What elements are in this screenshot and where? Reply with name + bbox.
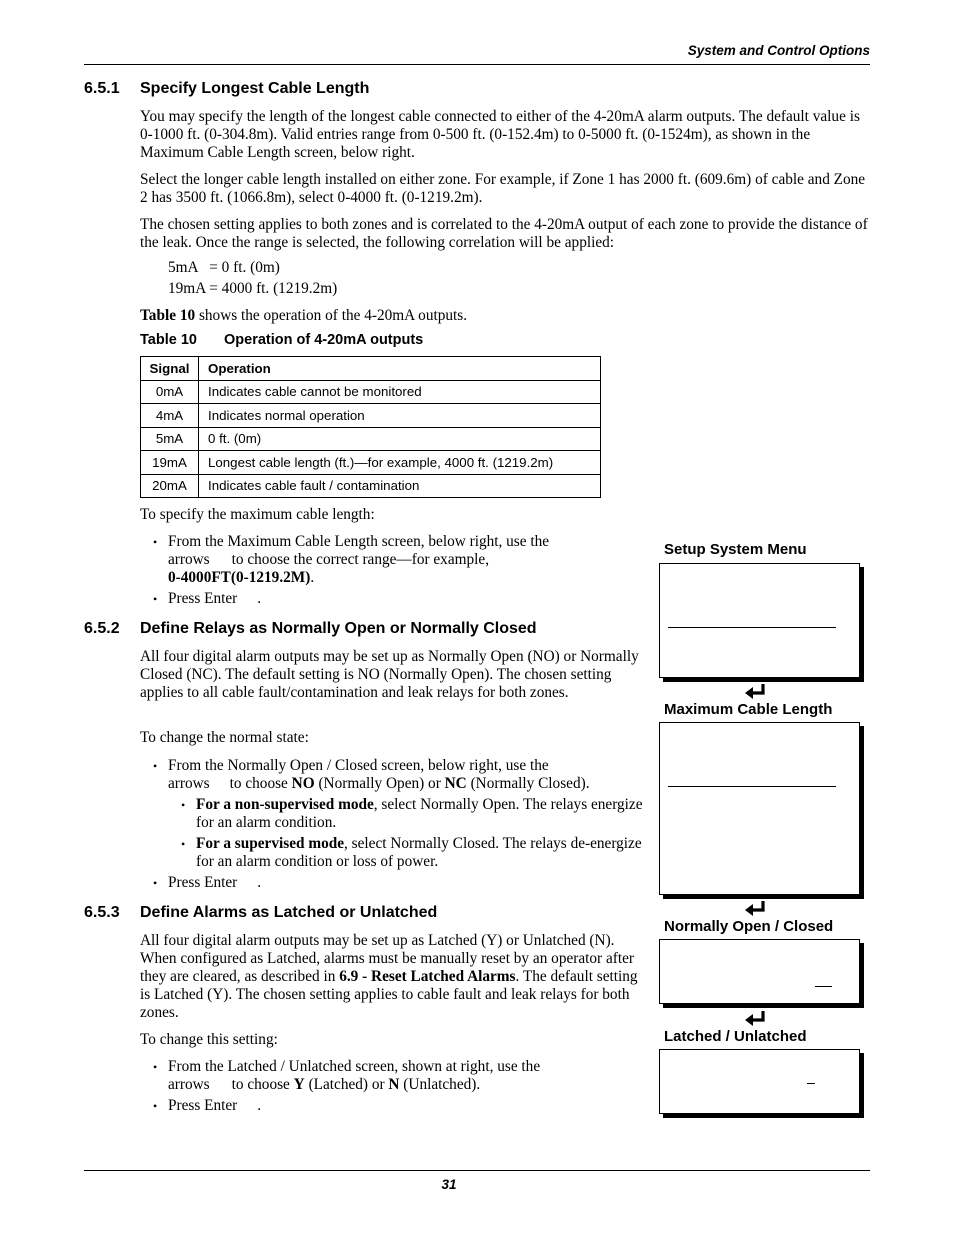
page-number: 31 xyxy=(441,1177,457,1192)
operation-cell: Indicates normal operation xyxy=(199,404,601,428)
footer-rule xyxy=(84,1170,870,1171)
operations-table xyxy=(140,356,601,498)
signal-cell: 5mA xyxy=(141,427,199,451)
paragraph: All four digital alarm outputs may be set up as Normally Open (NO) or Normally Closed (NC). The default setting is NO (Normally Open). The chosen setting applies to all cable fault/contamination and leak relays for both zones. xyxy=(140,648,639,701)
table-row xyxy=(141,380,601,404)
operation-cell: Indicates cable cannot be monitored xyxy=(199,380,601,404)
bullet-item: • Press Enter . xyxy=(153,590,262,607)
signal-cell: 20mA xyxy=(141,474,199,498)
table-row xyxy=(141,427,601,451)
operation-cell: Indicates cable fault / contamination xyxy=(199,474,601,498)
table-row xyxy=(141,474,601,498)
table-caption: Table 10 Operation of 4-20mA outputs xyxy=(140,332,424,348)
bullet-item: • Press Enter . xyxy=(153,874,262,891)
signal-cell: 19mA xyxy=(141,451,199,475)
operation-cell: Longest cable length (ft.)—for example, 4000 ft. (1219.2m) xyxy=(199,451,601,475)
correlation-line: 5mA = 0 ft. (0m) xyxy=(168,259,280,276)
table-header-cell: Signal xyxy=(141,357,199,381)
screen-title-latched: Latched / Unlatched xyxy=(664,1028,807,1045)
procedure-intro: To specify the maximum cable length: xyxy=(140,506,375,523)
lcd-screen-setup xyxy=(659,563,860,678)
table-header-row xyxy=(141,357,601,381)
operation-cell: 0 ft. (0m) xyxy=(199,427,601,451)
enter-arrow-icon xyxy=(744,1010,766,1028)
screen-title-setup: Setup System Menu xyxy=(664,541,807,558)
table-row xyxy=(141,451,601,475)
sub-bullet-item: • For a supervised mode, select Normally Closed. The relays de-energize for an alarm condition or loss of power. xyxy=(181,835,642,870)
sub-bullet-item: • For a non-supervised mode, select Normally Open. The relays energize for an alarm condition. xyxy=(181,796,643,831)
enter-arrow-icon xyxy=(744,900,766,918)
screen-title-maxcable: Maximum Cable Length xyxy=(664,701,833,718)
paragraph: The chosen setting applies to both zones and is correlated to the 4-20mA output of each zone to provide the distance of the leak. Once the range is selected, the following correlation will be applied: xyxy=(140,216,868,251)
bullet-item: • From the Latched / Unlatched screen, shown at right, use the arrows to choose Y (Latched) or N (Unlatched). xyxy=(153,1058,541,1093)
paragraph: Select the longer cable length installed on either zone. For example, if Zone 1 has 2000 ft. (609.6m) of cable and Zone 2 has 3500 ft. (1066.8m), select 0-4000 ft. (0-1219.2m). xyxy=(140,171,866,206)
table-header-cell: Operation xyxy=(199,357,601,381)
paragraph: All four digital alarm outputs may be set up as Latched (Y) or Unlatched (N). When configured as Latched, alarms must be manually reset by an operator after they are cleared, as described in 6.9 - Reset Latched Alarms. The default setting is Latched (Y). The chosen setting applies to cable fault and leak relays for both zones. xyxy=(140,932,638,1021)
bullet-item: • Press Enter . xyxy=(153,1097,262,1114)
table-reference: Table 10 shows the operation of the 4-20mA outputs. xyxy=(140,307,468,324)
highlight-line xyxy=(668,627,836,628)
lcd-screen-maxcable xyxy=(659,722,860,895)
header-rule xyxy=(84,64,870,65)
highlight-line xyxy=(668,786,836,787)
paragraph: You may specify the length of the longest cable connected to either of the 4-20mA alarm outputs. The default value is 0-1000 ft. (0-304.8m). Valid entries range from 0-500 ft. (0-152.4m) to 0-5000 ft. (0-1524m), as shown in the Maximum Cable Length screen, below right. xyxy=(140,108,860,161)
bullet-item: • From the Normally Open / Closed screen, below right, use the arrows to choose NO (Normally Open) or NC (Normally Closed). xyxy=(153,757,590,792)
section-heading-6-5-2: 6.5.2 Define Relays as Normally Open or Normally Closed xyxy=(84,620,537,637)
lcd-screen-noc xyxy=(659,939,860,1004)
lcd-screen-latched xyxy=(659,1049,860,1114)
bullet-item: • From the Maximum Cable Length screen, below right, use the arrows to choose the correct range—for example, 0-4000FT(0-1219.2M). xyxy=(153,533,550,586)
cursor-line xyxy=(807,1083,815,1084)
running-header: System and Control Options xyxy=(687,43,870,58)
signal-cell: 4mA xyxy=(141,404,199,428)
correlation-line: 19mA = 4000 ft. (1219.2m) xyxy=(168,280,338,297)
signal-cell: 0mA xyxy=(141,380,199,404)
table-row xyxy=(141,404,601,428)
procedure-intro: To change the normal state: xyxy=(140,729,309,746)
cursor-line xyxy=(815,986,832,987)
section-heading-6-5-3: 6.5.3 Define Alarms as Latched or Unlatched xyxy=(84,904,438,921)
procedure-intro: To change this setting: xyxy=(140,1031,278,1048)
section-heading-6-5-1: 6.5.1 Specify Longest Cable Length xyxy=(84,80,370,97)
screen-title-noc: Normally Open / Closed xyxy=(664,918,834,935)
enter-arrow-icon xyxy=(744,683,766,701)
